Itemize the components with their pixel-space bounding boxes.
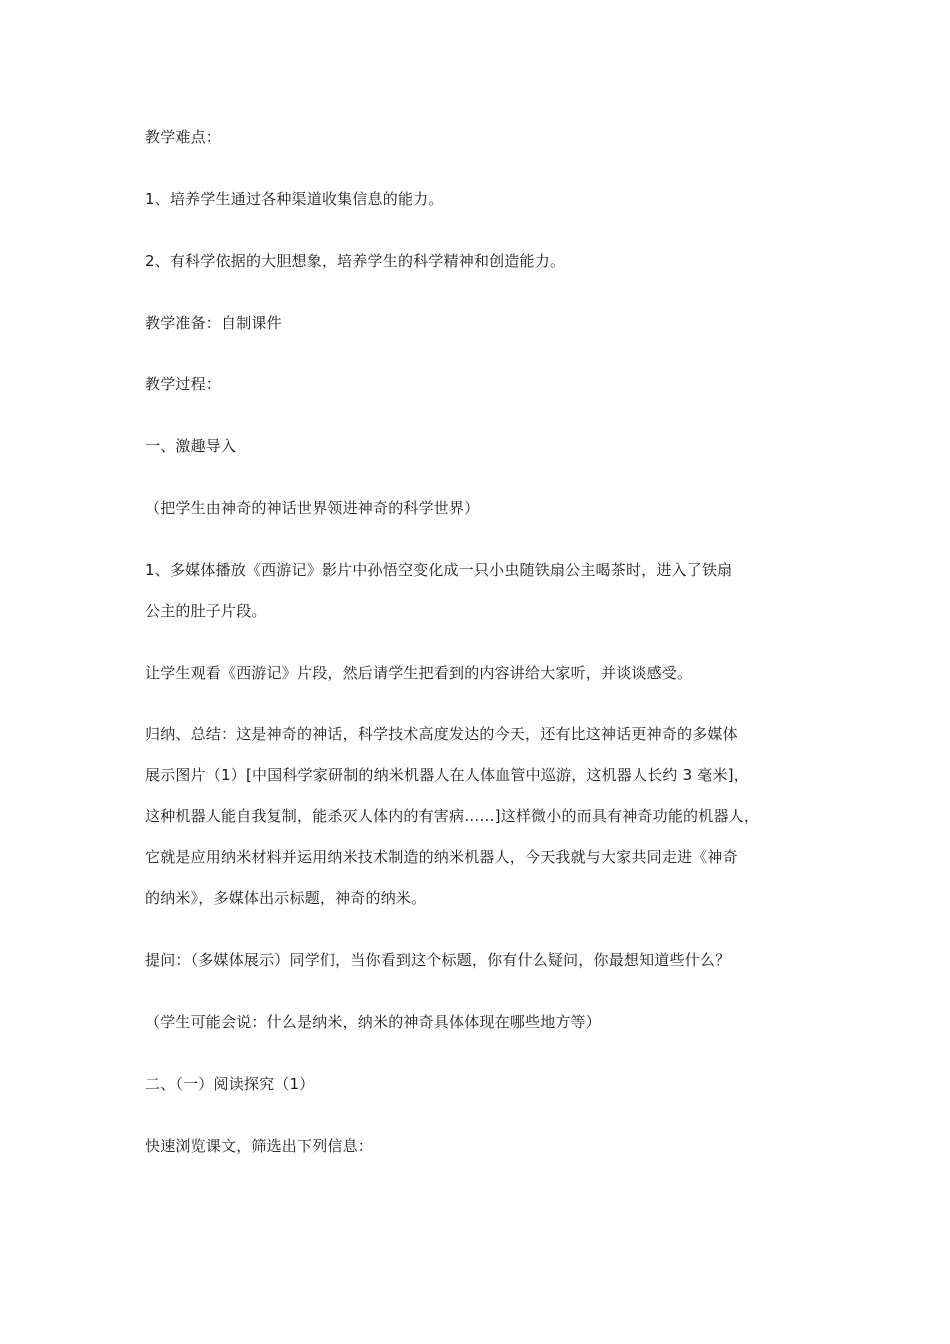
- question-paragraph: 提问：（多媒体展示）同学们，当你看到这个标题，你有什么疑问，你最想知道些什么？: [145, 951, 731, 969]
- section-one-note: （把学生由神奇的神话世界领进神奇的科学世界）: [145, 499, 480, 517]
- paragraph-1-line-2: 公主的肚子片段。: [145, 602, 267, 620]
- summary-line-5: 的纳米》，多媒体出示标题，神奇的纳米。: [145, 889, 427, 907]
- difficulty-item-2: 2、有科学依据的大胆想象，培养学生的科学精神和创造能力。: [145, 252, 566, 270]
- summary-line-1: 归纳、总结：这是神奇的神话，科学技术高度发达的今天，还有比这神话更神奇的多媒体: [145, 725, 738, 743]
- heading-teaching-difficulties: 教学难点：: [145, 128, 222, 146]
- paragraph-2: 让学生观看《西游记》片段，然后请学生把看到的内容讲给大家听，并谈谈感受。: [145, 664, 693, 682]
- student-answer-note: （学生可能会说：什么是纳米，纳米的神奇具体体现在哪些地方等）: [145, 1013, 602, 1031]
- section-two-heading: 二、（一）阅读探究（1）: [145, 1075, 315, 1093]
- reading-instruction: 快速浏览课文，筛选出下列信息：: [145, 1137, 374, 1155]
- teaching-preparation: 教学准备：自制课件: [145, 314, 282, 332]
- heading-teaching-process: 教学过程：: [145, 375, 222, 393]
- summary-line-4: 它就是应用纳米材料并运用纳米技术制造的纳米机器人，今天我就与大家共同走进《神奇: [145, 848, 738, 866]
- summary-line-2: 展示图片（1）[中国科学家研制的纳米机器人在人体血管中巡游，这机器人长约 3 毫米]，: [145, 766, 749, 784]
- summary-line-3: 这种机器人能自我复制，能杀灭人体内的有害病……]这样微小的而具有神奇功能的机器人，: [145, 807, 760, 825]
- paragraph-1-line-1: 1、多媒体播放《西游记》影片中孙悟空变化成一只小虫随铁扇公主喝茶时，进入了铁扇: [145, 561, 733, 579]
- section-one-heading: 一、激趣导入: [145, 437, 237, 455]
- difficulty-item-1: 1、培养学生通过各种渠道收集信息的能力。: [145, 190, 444, 208]
